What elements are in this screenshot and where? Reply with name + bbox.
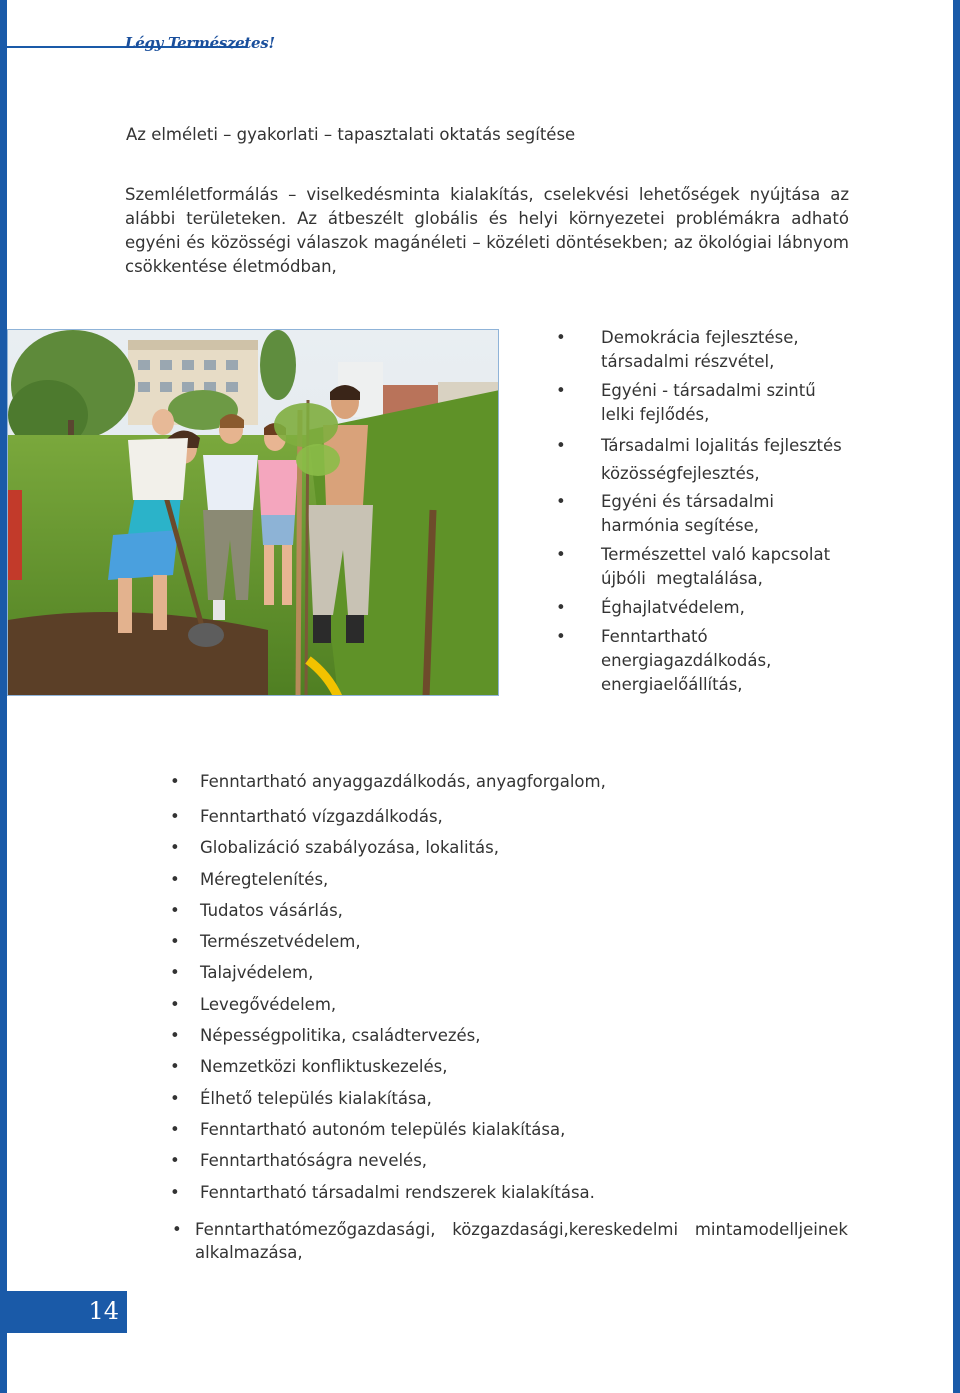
list-item-text: Fenntartható társadalmi rendszerek kialakítása. <box>200 1182 595 1202</box>
list-item-text: Társadalmi lojalitás fejlesztés <box>601 436 842 455</box>
list-item <box>556 326 856 374</box>
list-item-text: energiaelőállítás, <box>601 675 743 694</box>
bullet-icon: • <box>170 1088 180 1108</box>
list-item-text: Demokrácia fejlesztése, <box>601 328 799 347</box>
list-item-text: Fenntartható vízgazdálkodás, <box>200 807 443 826</box>
section-subtitle: Az elméleti – gyakorlati – tapasztalati oktatás segítése <box>126 125 576 144</box>
list-item-text: Talajvédelem, <box>200 963 314 983</box>
list-item <box>170 804 860 835</box>
list-item-text: Tudatos vásárlás, <box>200 900 343 920</box>
header-title: Légy Természetes! <box>125 34 275 52</box>
list-item-text: Élhető település kialakítása, <box>200 1088 432 1108</box>
left-page-border <box>0 0 7 1393</box>
list-item <box>170 1086 860 1117</box>
list-item-text: Természetvédelem, <box>200 932 361 952</box>
list-item-text: Természettel való kapcsolat <box>601 545 831 564</box>
list-item-text: Globalizáció szabályozása, lokalitás, <box>200 838 499 858</box>
bullet-icon: • <box>170 1119 180 1139</box>
bullet-icon: • <box>170 1182 180 1202</box>
bullet-icon: • <box>170 838 180 858</box>
list-item-text: lelki fejlődés, <box>601 405 710 424</box>
list-item <box>170 960 860 991</box>
list-item <box>556 625 856 697</box>
list-item-text: társadalmi részvétel, <box>601 352 775 371</box>
right-bullet-list <box>556 326 856 697</box>
list-item-last <box>172 1218 848 1264</box>
list-item <box>170 1180 860 1211</box>
list-item-text: Nemzetközi konfliktuskezelés, <box>200 1057 448 1077</box>
list-item <box>170 929 860 960</box>
list-item-text: Fenntartható autonóm település kialakítása, <box>200 1119 566 1139</box>
bullet-icon: • <box>556 381 566 400</box>
list-item-text: újbóli megtalálása, <box>601 569 763 588</box>
list-item-text: harmónia segítése, <box>601 516 760 535</box>
bullet-icon: • <box>170 1151 180 1171</box>
bullet-icon: • <box>556 492 566 511</box>
list-item-text: Népességpolitika, családtervezés, <box>200 1026 481 1046</box>
page-number-box <box>7 1291 127 1333</box>
list-item <box>170 1117 860 1148</box>
bottom-bullet-list <box>170 769 860 1211</box>
intro-paragraph: Szemléletformálás – viselkedésminta kialakítás, cselekvési lehetőségek nyújtása az alábbi területeken. Az átbeszélt globális és helyi környezetei problémákra adható egyéni és közösségi válaszok magánéleti – közéleti döntésekben; az ökológiai lábnyom csökkentése életmódban, <box>125 185 849 276</box>
list-item <box>556 596 856 620</box>
list-item-text: Méregtelenítés, <box>200 869 329 889</box>
list-item <box>170 769 860 804</box>
bullet-icon: • <box>556 627 566 646</box>
list-item <box>170 1023 860 1054</box>
bullet-icon: • <box>556 598 566 617</box>
list-item <box>170 835 860 866</box>
bullet-icon: • <box>170 932 180 952</box>
bullet-icon: • <box>556 328 566 347</box>
bullet-icon: • <box>172 1220 182 1239</box>
bullet-icon: • <box>170 963 180 983</box>
bullet-icon: • <box>556 545 566 564</box>
bullet-icon: • <box>170 1057 180 1077</box>
page-number: 14 <box>88 1297 119 1325</box>
list-item-text: Fenntartható anyaggazdálkodás, anyagforgalom, <box>200 772 606 791</box>
list-item <box>170 898 860 929</box>
list-item-text: közösségfejlesztés, <box>601 464 760 483</box>
list-item-text: energiagazdálkodás, <box>601 651 772 670</box>
list-item <box>170 867 860 898</box>
list-item <box>556 490 856 538</box>
bullet-icon: • <box>170 1026 180 1046</box>
list-item-text: Egyéni - társadalmi szintű <box>601 381 816 400</box>
list-item-text: Levegővédelem, <box>200 994 337 1014</box>
bullet-icon: • <box>556 436 566 455</box>
list-item <box>556 543 856 591</box>
bullet-icon: • <box>170 869 180 889</box>
list-item-text: Éghajlatvédelem, <box>601 598 745 617</box>
bullet-icon: • <box>170 900 180 920</box>
list-item <box>170 1054 860 1085</box>
list-item-text: Fenntarthatómezőgazdasági, közgazdasági,kereskedelmi mintamodelljeinek <box>195 1220 848 1239</box>
list-item <box>170 1148 860 1179</box>
list-item-text: Fenntarthatóságra nevelés, <box>200 1151 428 1171</box>
list-item <box>556 379 856 427</box>
list-item-text: Fenntartható <box>601 627 708 646</box>
list-item-text: alkalmazása, <box>195 1243 303 1262</box>
right-page-border <box>953 0 960 1393</box>
bullet-icon: • <box>170 772 180 791</box>
list-item <box>556 432 856 488</box>
tree-planting-photo <box>7 329 499 696</box>
list-item <box>170 992 860 1023</box>
bullet-icon: • <box>170 994 180 1014</box>
bullet-icon: • <box>170 807 180 826</box>
list-item-text: Egyéni és társadalmi <box>601 492 774 511</box>
